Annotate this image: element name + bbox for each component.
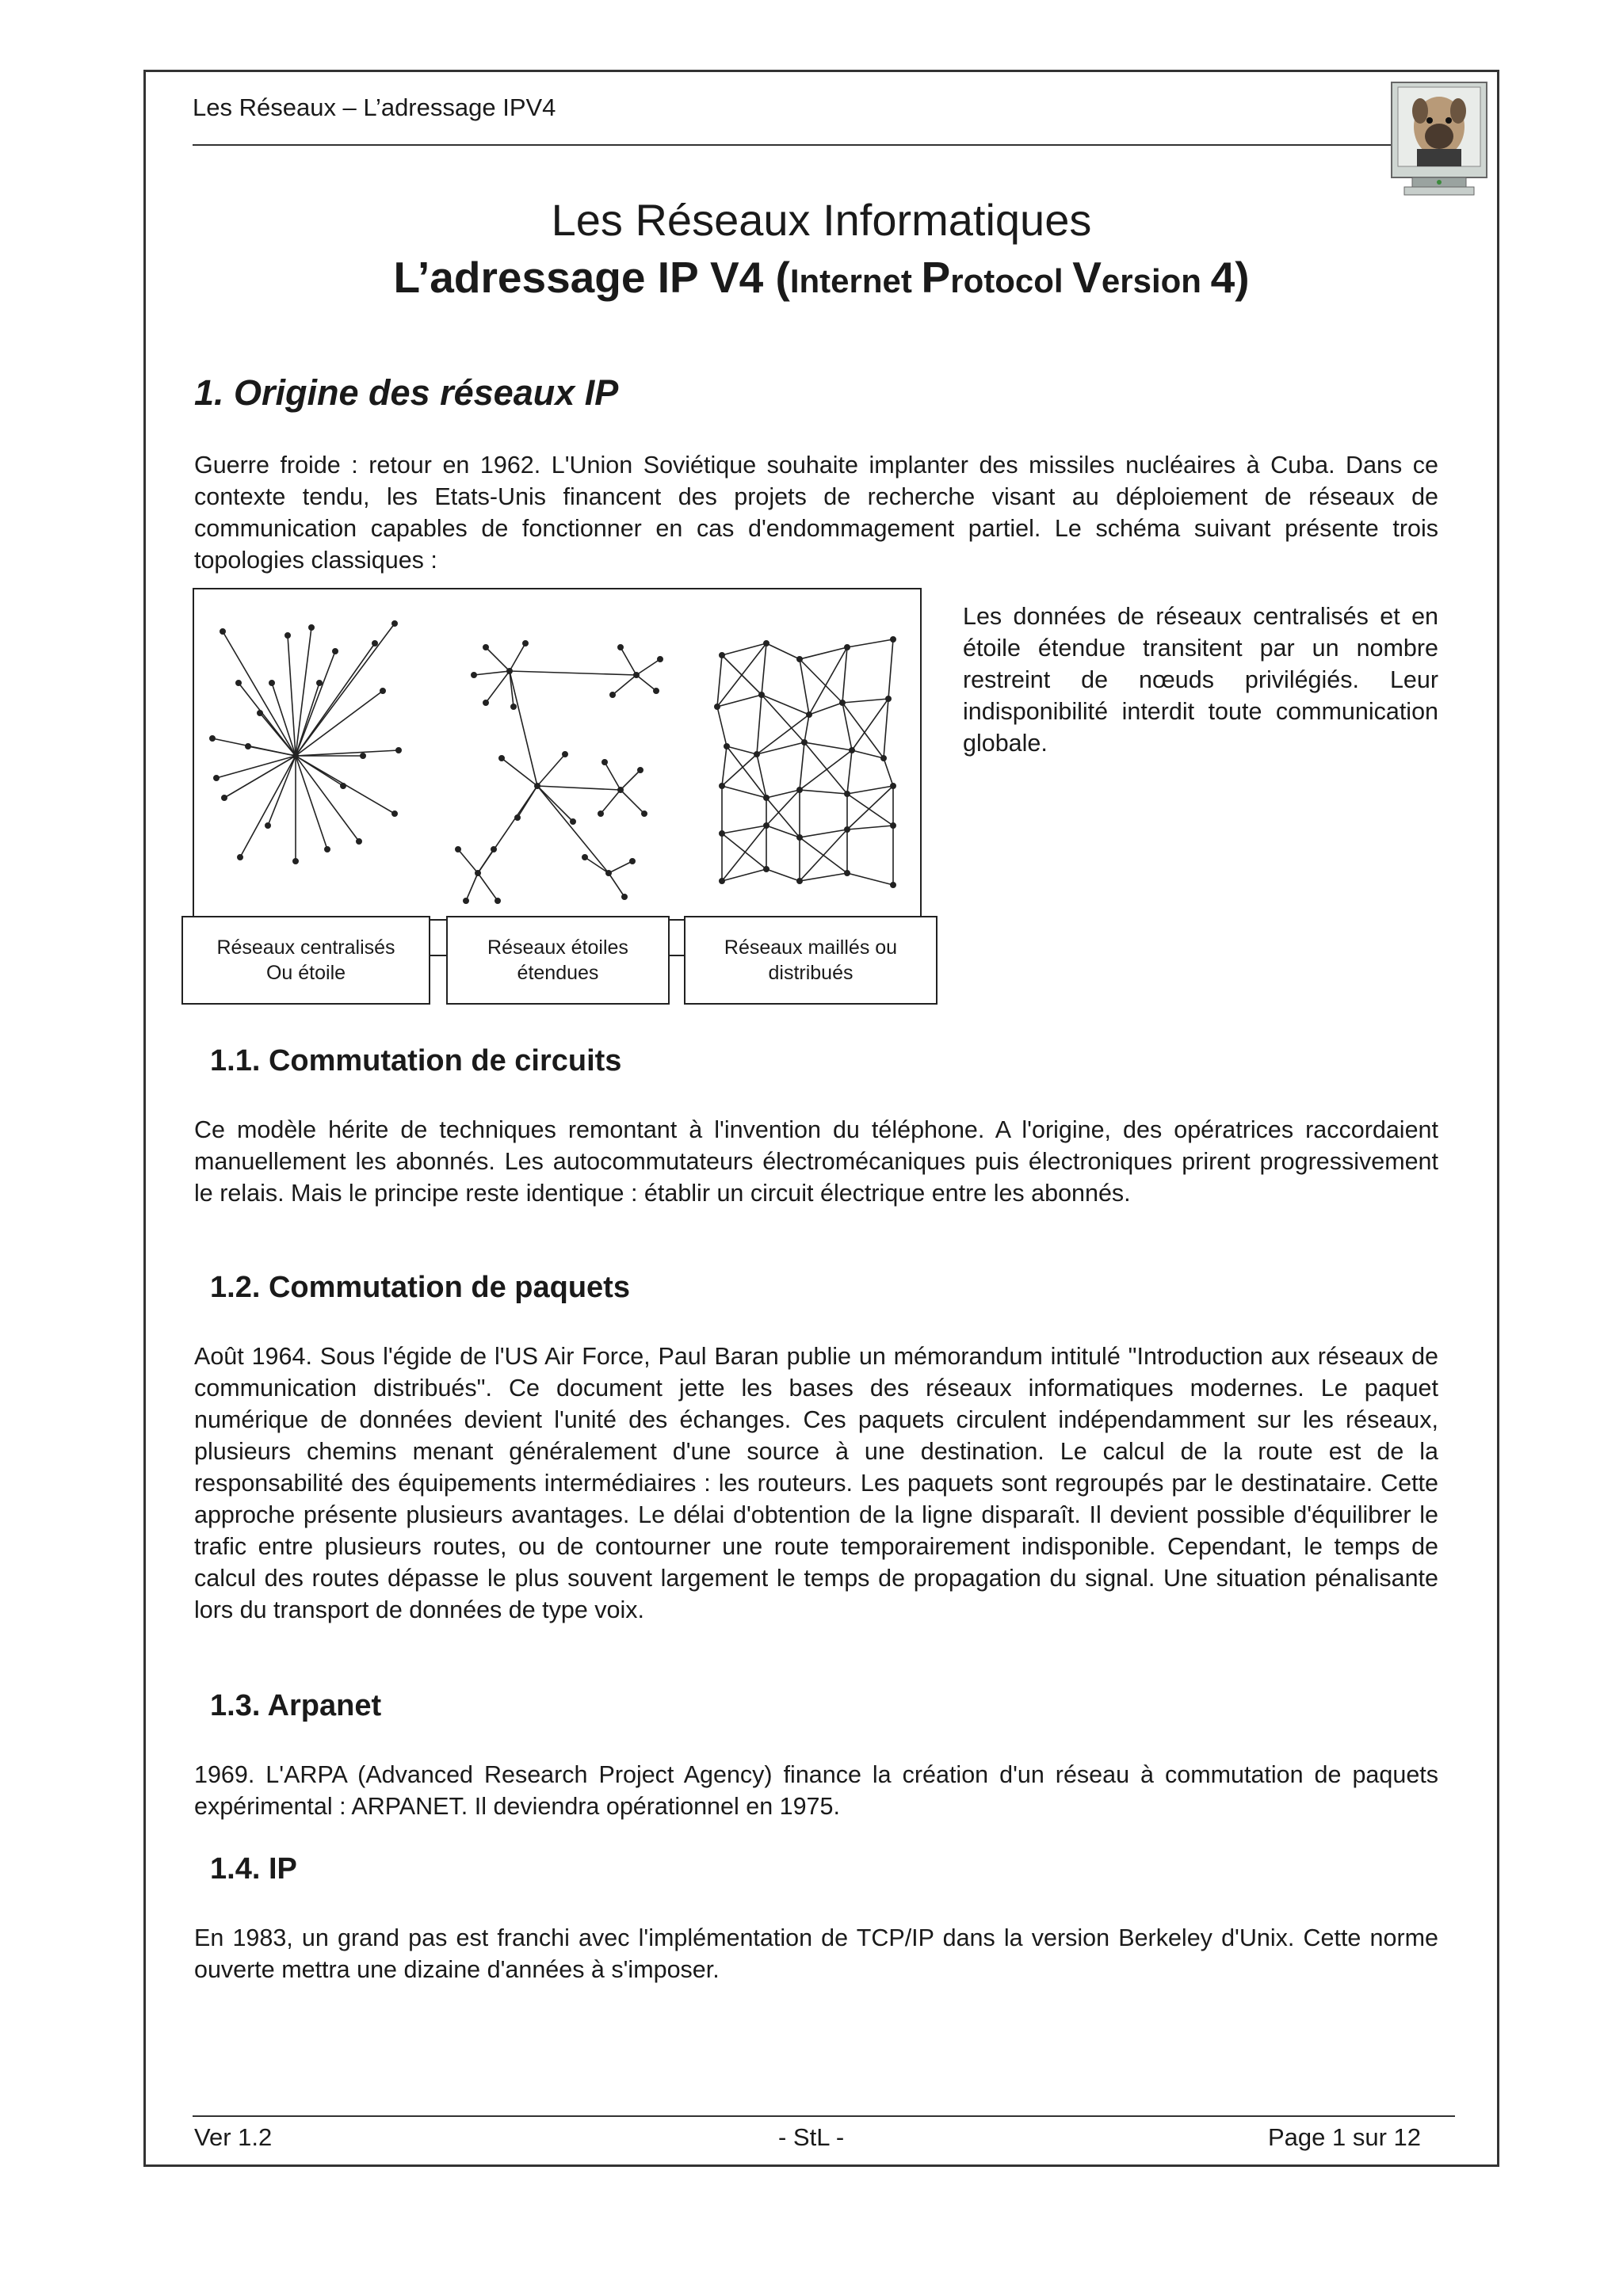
subsection-heading: 1.4. IP bbox=[210, 1852, 297, 1886]
star-node bbox=[333, 649, 338, 654]
star-node bbox=[220, 629, 225, 634]
extended-hub bbox=[606, 871, 611, 875]
caption-line: Réseaux centralisés bbox=[216, 936, 395, 959]
extended-hub bbox=[618, 788, 623, 792]
extended-leaf bbox=[491, 847, 496, 852]
extended-leaf bbox=[472, 673, 476, 677]
subsection-heading: 1.2. Commutation de paquets bbox=[210, 1271, 630, 1304]
mesh-node bbox=[764, 823, 769, 828]
subsection-paragraph: Août 1964. Sous l'égide de l'US Air Force, Paul Baran publie un mémorandum intitulé "Introduction aux réseaux de communication distribués". Ce document jette les bases des réseaux informatiques modernes. Le paquet numérique de données devient l'unité des échanges. Ces paquets circulent indépendamment sur les réseaux, plusieurs chemins menant généralement d'une source à une destination. Le calcul de la route est de la responsabilité des équipements intermédiaires : les routeurs. Les paquets sont regroupés par le destinataire. Cette approche présente plusieurs avantages. Le délai d'obtention de la ligne disparaît. Il devient possible d'équilibrer le trafic entre plusieurs routes, ou de contourner une route temporairement indisponible. Cependant, le temps de calcul des routes dépasse le plus souvent largement le temps de propagation du signal. Une situation pénalisante lors du transport de données de type voix. bbox=[194, 1343, 1438, 1623]
mesh-node bbox=[807, 712, 812, 717]
subtitle-part: V bbox=[1072, 253, 1102, 302]
document-title: Les Réseaux Informatiques bbox=[551, 195, 1092, 245]
mesh-node bbox=[845, 645, 850, 650]
extended-leaf bbox=[582, 855, 587, 860]
subsection-heading: 1.3. Arpanet bbox=[210, 1689, 382, 1722]
extended-leaf bbox=[610, 692, 615, 697]
extended-leaf bbox=[618, 645, 623, 650]
caption-line: Réseaux étoiles bbox=[487, 936, 628, 959]
mesh-node bbox=[720, 784, 724, 788]
caption-connector bbox=[668, 955, 685, 956]
caption-line: étendues bbox=[517, 962, 599, 984]
star-node bbox=[246, 744, 250, 749]
header-rule bbox=[193, 144, 1395, 146]
mesh-node bbox=[850, 748, 854, 753]
section-heading: 1. Origine des réseaux IP bbox=[194, 372, 619, 413]
star-node bbox=[265, 823, 270, 828]
subtitle-part: nternet bbox=[799, 262, 922, 299]
extended-leaf bbox=[523, 641, 528, 646]
star-node bbox=[238, 855, 242, 860]
extended-leaf bbox=[602, 760, 607, 765]
extended-leaf bbox=[464, 898, 468, 903]
caption-mesh bbox=[684, 916, 938, 1005]
star-node bbox=[210, 736, 215, 741]
subtitle-part: ersion bbox=[1101, 262, 1211, 299]
star-node bbox=[325, 847, 330, 852]
mesh-node bbox=[720, 831, 724, 836]
subsection-paragraph: Ce modèle hérite de techniques remontant à l'invention du téléphone. A l'origine, des opératrices raccordaient manuellement les abonnés. Les autocommutateurs électromécaniques puis électroniques prirent progressivement le relais. Mais le principe reste identique : établir un circuit électrique entre les abonnés. bbox=[194, 1116, 1438, 1207]
star-node bbox=[392, 621, 397, 626]
mesh-node bbox=[797, 879, 802, 883]
network-topologies-diagram bbox=[193, 588, 922, 921]
star-node bbox=[269, 681, 274, 685]
extended-leaf bbox=[495, 898, 500, 903]
caption-line: distribués bbox=[768, 962, 854, 984]
star-node bbox=[380, 688, 385, 693]
extended-hub bbox=[634, 673, 639, 677]
caption-centralized bbox=[181, 916, 430, 1005]
mesh-node bbox=[891, 784, 896, 788]
running-header: Les Réseaux – L’adressage IPV4 bbox=[193, 93, 556, 121]
extended-hub bbox=[475, 871, 480, 875]
extended-leaf bbox=[571, 819, 575, 824]
star-node bbox=[258, 711, 262, 715]
extended-leaf bbox=[598, 811, 603, 816]
subtitle-part: I bbox=[789, 262, 800, 299]
diagram-side-note: Les données de réseaux centralisés et en étoile étendue transitent par un nombre restreint de nœuds privilégiés. Leur indisponibilité interdit toute communication globale. bbox=[963, 603, 1438, 757]
caption-line: Réseaux maillés ou bbox=[724, 936, 898, 959]
mesh-node bbox=[845, 871, 850, 875]
extended-leaf bbox=[483, 700, 488, 705]
mesh-node bbox=[845, 791, 850, 796]
subsection-heading: 1.1. Commutation de circuits bbox=[210, 1044, 622, 1077]
star-node bbox=[236, 681, 241, 685]
document-subtitle bbox=[143, 252, 1499, 303]
extended-leaf bbox=[654, 688, 659, 693]
extended-leaf bbox=[642, 811, 647, 816]
mesh-node bbox=[891, 883, 896, 887]
star-node bbox=[392, 811, 397, 816]
subsection-paragraph: 1969. L'ARPA (Advanced Research Project Agency) finance la création d'un réseau à commutation de paquets expérimental : ARPANET. Il deviendra opérationnel en 1975. bbox=[194, 1761, 1438, 1820]
star-node bbox=[361, 753, 365, 758]
footer-version: Ver 1.2 bbox=[194, 2123, 273, 2151]
extended-hub bbox=[535, 784, 540, 788]
star-node bbox=[214, 776, 219, 780]
mesh-node bbox=[754, 752, 759, 757]
footer-page-number: Page 1 sur 12 bbox=[1268, 2123, 1422, 2151]
subtitle-part: rotocol bbox=[950, 262, 1073, 299]
caption-line: Ou étoile bbox=[265, 962, 346, 984]
extended-leaf bbox=[499, 756, 504, 761]
mesh-node bbox=[764, 867, 769, 871]
star-node bbox=[317, 681, 322, 685]
mesh-node bbox=[720, 653, 724, 658]
mesh-node bbox=[759, 692, 764, 697]
extended-leaf bbox=[515, 815, 520, 820]
extended-leaf bbox=[658, 657, 663, 662]
footer-author: - StL - bbox=[778, 2123, 845, 2151]
mesh-node bbox=[764, 641, 769, 646]
mesh-node bbox=[797, 788, 802, 792]
star-node bbox=[396, 748, 401, 753]
mesh-node bbox=[845, 827, 850, 832]
extended-leaf bbox=[638, 768, 643, 772]
mesh-node bbox=[891, 823, 896, 828]
mesh-node bbox=[797, 657, 802, 662]
extended-leaf bbox=[630, 859, 635, 864]
extended-hub bbox=[507, 669, 512, 673]
mesh-node bbox=[764, 795, 769, 800]
mesh-node bbox=[891, 637, 896, 642]
mesh-node bbox=[720, 879, 724, 883]
mesh-node bbox=[881, 756, 886, 761]
monitor-dog-logo bbox=[1388, 79, 1490, 198]
mesh-node bbox=[724, 744, 729, 749]
star-node bbox=[372, 641, 377, 646]
star-hub bbox=[293, 753, 298, 758]
star-node bbox=[309, 625, 314, 630]
extended-leaf bbox=[622, 894, 627, 899]
subtitle-part: L’adressage IP V4 ( bbox=[393, 253, 790, 302]
extended-leaf bbox=[483, 645, 488, 650]
footer-rule bbox=[193, 2115, 1455, 2117]
subtitle-part: 4) bbox=[1210, 253, 1250, 302]
caption-connector bbox=[429, 955, 448, 956]
mesh-node bbox=[840, 700, 845, 705]
mesh-node bbox=[886, 696, 891, 701]
extended-leaf bbox=[456, 847, 460, 852]
subtitle-part: P bbox=[921, 253, 951, 302]
star-node bbox=[357, 839, 361, 844]
star-node bbox=[293, 859, 298, 864]
mesh-node bbox=[797, 835, 802, 840]
caption-extended-star bbox=[446, 916, 670, 1005]
extended-leaf bbox=[563, 752, 567, 757]
extended-leaf bbox=[511, 704, 516, 709]
mesh-node bbox=[802, 740, 807, 745]
mesh-node bbox=[715, 704, 720, 709]
subsection-paragraph: En 1983, un grand pas est franchi avec l'implémentation de TCP/IP dans la version Berkeley d'Unix. Cette norme ouverte mettra une dizaine d'années à s'imposer. bbox=[194, 1924, 1438, 1983]
star-node bbox=[222, 795, 227, 800]
intro-paragraph: Guerre froide : retour en 1962. L'Union Soviétique souhaite implanter des missiles nucléaires à Cuba. Dans ce contexte tendu, les Etats-Unis financent des projets de recherche visant au déploiement de réseaux de communication capables de fonctionner en cas d'endommagement partiel. Le schéma suivant présente trois topologies classiques : bbox=[194, 452, 1438, 574]
star-node bbox=[285, 633, 290, 638]
